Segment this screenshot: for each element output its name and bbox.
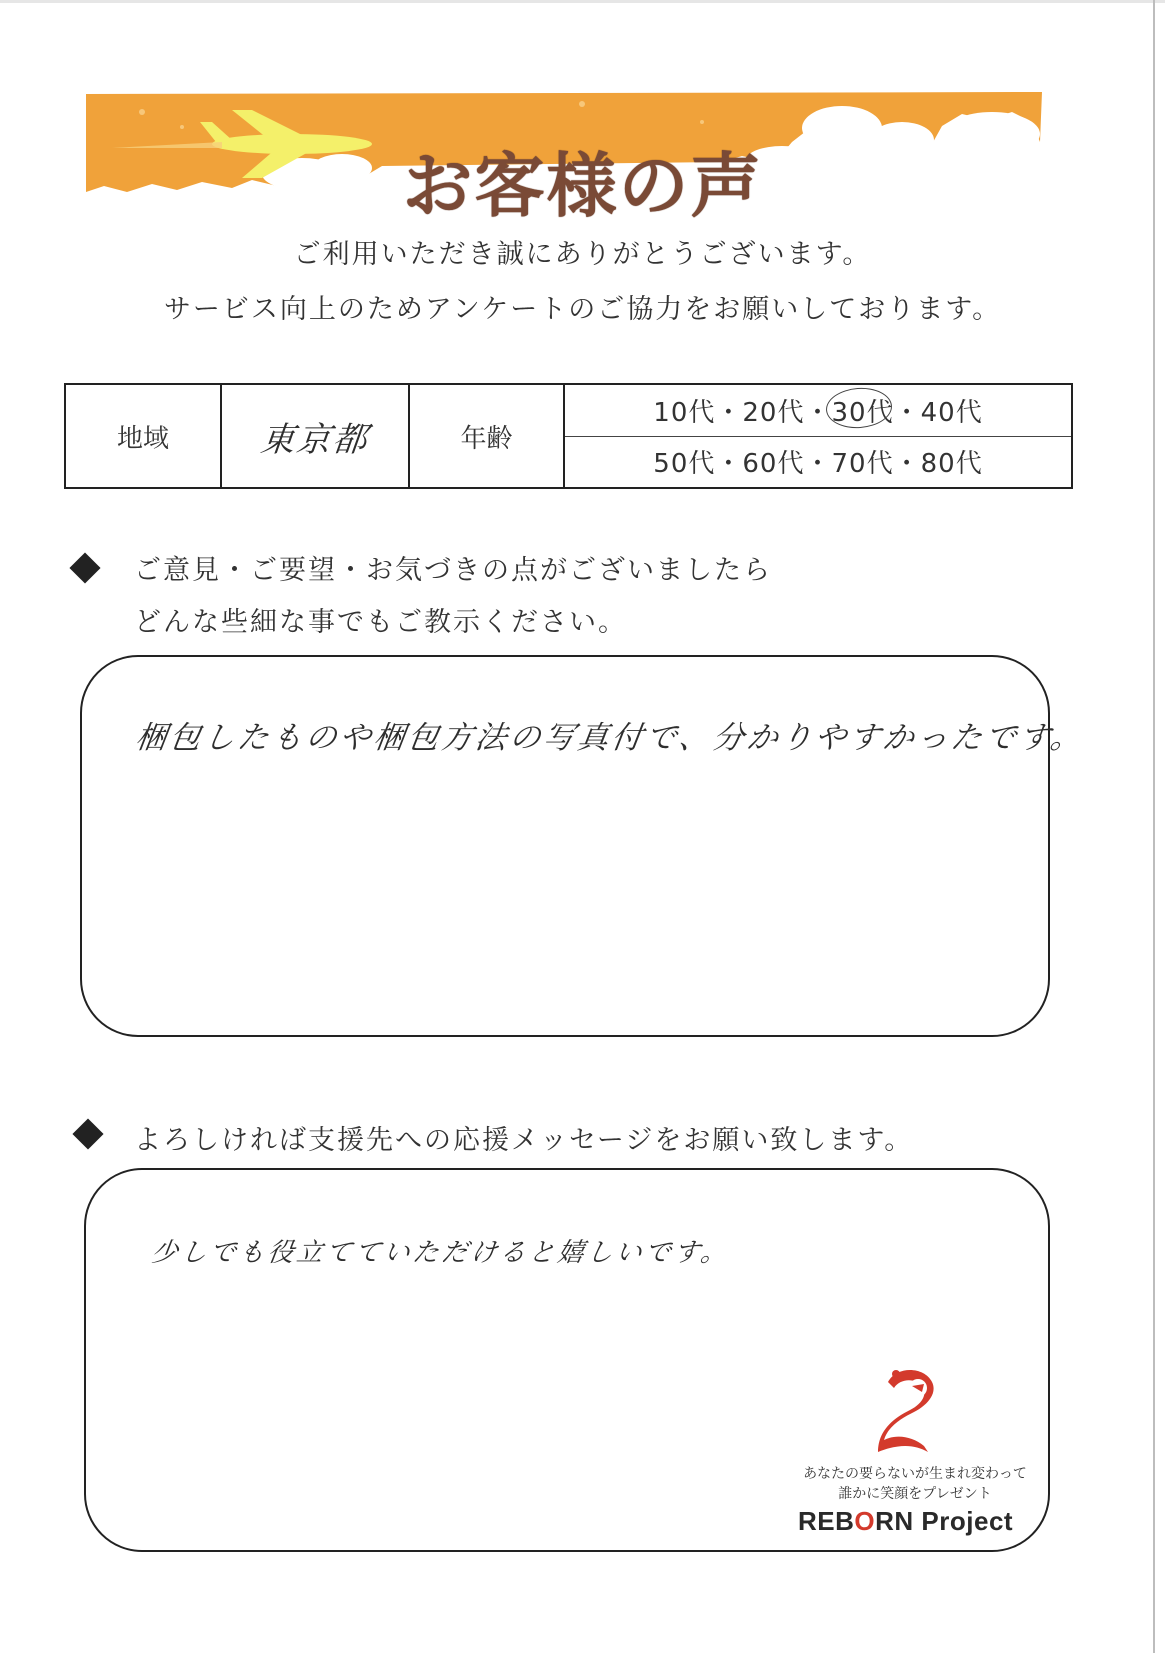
age-separator: ・	[893, 449, 921, 479]
section2-answer: 少しでも役立てていただけると嬉しいです。	[149, 1238, 732, 1268]
section1-answer: 梱包したものや梱包方法の写真付で、分かりやすかったです。	[132, 720, 1087, 756]
section1-prompt-line-2: どんな些細な事でもご教示ください。	[134, 607, 627, 638]
age-option[interactable]: 50代	[653, 449, 716, 479]
diamond-bullet-icon	[72, 1118, 103, 1149]
age-separator: ・	[715, 449, 743, 479]
diamond-bullet-icon	[69, 552, 100, 583]
age-option[interactable]: 70代	[831, 449, 894, 479]
region-value: 東京都	[258, 419, 371, 460]
age-separator: ・	[804, 398, 832, 428]
logo-name-part1: REB	[798, 1506, 855, 1536]
age-option[interactable]: 80代	[920, 449, 983, 479]
age-separator: ・	[893, 398, 921, 428]
age-option[interactable]: 40代	[920, 398, 983, 428]
page-title: お客様の声	[402, 145, 763, 227]
scan-edge-top	[0, 0, 1165, 3]
age-separator: ・	[804, 449, 832, 479]
age-separator: ・	[715, 398, 743, 428]
intro-line-1: ご利用いただき誠にありがとうございます。	[293, 239, 872, 270]
age-option[interactable]: 60代	[742, 449, 805, 479]
age-option[interactable]: 10代	[653, 398, 716, 428]
logo-name	[798, 1506, 1013, 1537]
region-label: 地域	[116, 423, 169, 454]
logo-tagline-1: あなたの要らないが生まれ変わって	[803, 1466, 1027, 1482]
age-option[interactable]: 20代	[742, 398, 805, 428]
logo-name-o: O	[854, 1506, 876, 1536]
logo-tagline-2: 誰かに笑顔をプレゼント	[838, 1486, 992, 1502]
age-label: 年齢	[460, 423, 513, 454]
region-value-cell[interactable]	[222, 385, 410, 487]
age-row-1	[565, 385, 1071, 437]
section1-prompt-line-1: ご意見・ご要望・お気づきの点がございましたら	[134, 555, 772, 586]
region-label-cell	[66, 385, 222, 487]
intro-line-2: サービス向上のためアンケートのご協力をお願いしております。	[163, 294, 1002, 325]
age-options-cell	[565, 385, 1071, 487]
section2-prompt: よろしければ支援先への応援メッセージをお願い致します。	[134, 1125, 914, 1156]
age-label-cell	[410, 385, 565, 487]
age-row-2	[565, 436, 1071, 487]
age-option-selected[interactable]: 30代	[832, 392, 894, 429]
reborn-logo-icon	[866, 1360, 946, 1460]
logo-name-part2: RN Project	[875, 1506, 1014, 1536]
info-table	[64, 383, 1073, 489]
